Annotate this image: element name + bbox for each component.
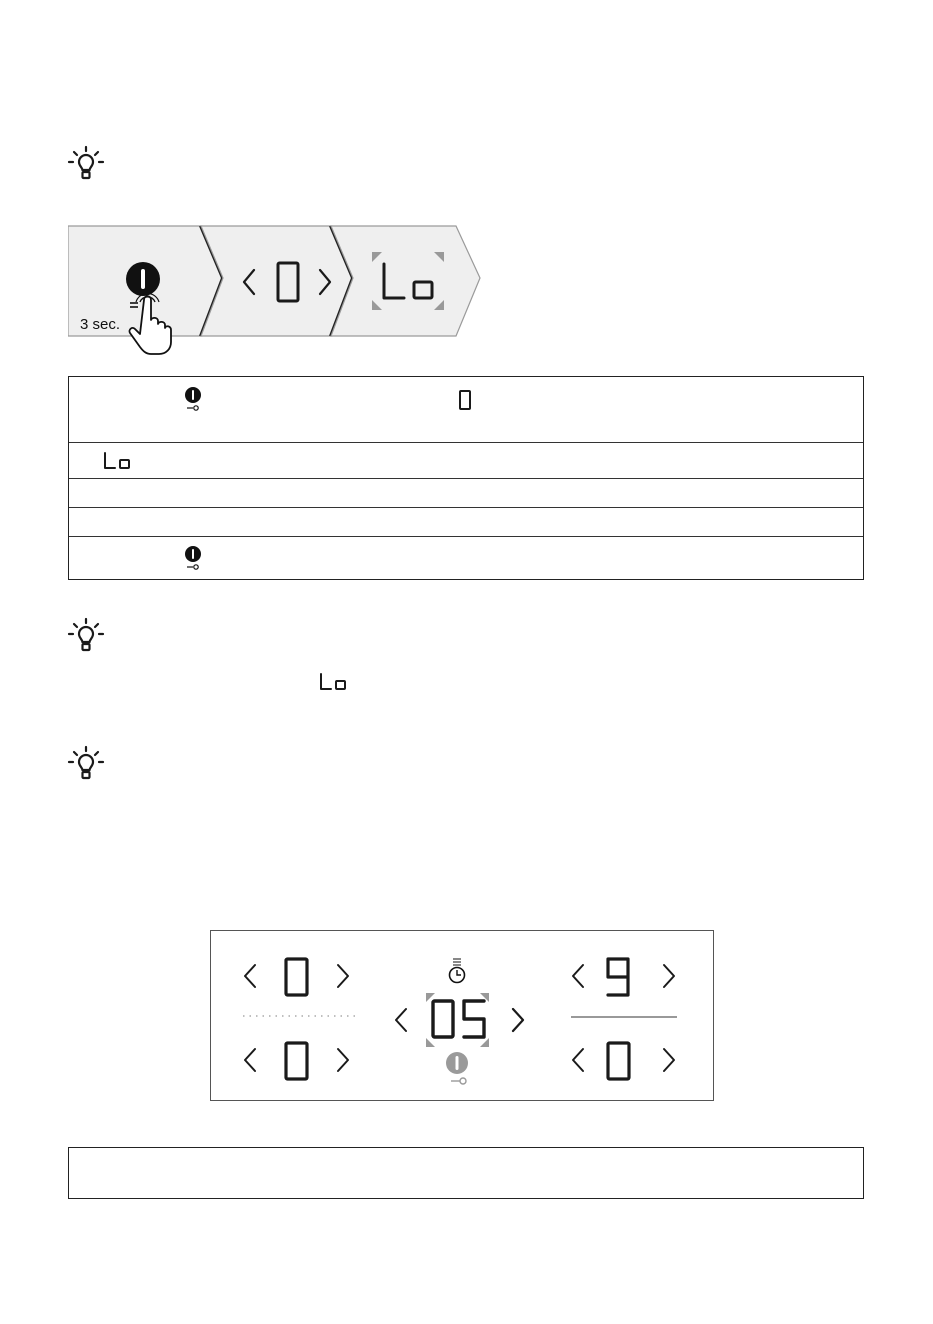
power-lock-icon bbox=[446, 1052, 468, 1084]
arrow-right-icon bbox=[338, 1049, 348, 1071]
arrow-right-icon bbox=[338, 965, 348, 987]
table-row bbox=[69, 478, 863, 508]
left-bottom-zone bbox=[245, 1043, 348, 1079]
table-row bbox=[69, 377, 863, 443]
digit-zero bbox=[278, 263, 298, 301]
lo-symbol-inline bbox=[316, 670, 350, 694]
control-panel-illustration bbox=[210, 930, 714, 1101]
right-bottom-zone bbox=[573, 1043, 674, 1079]
table-row bbox=[69, 507, 863, 537]
right-top-zone bbox=[573, 959, 674, 995]
timer-icon bbox=[450, 959, 465, 983]
pointing-hand-icon bbox=[122, 292, 178, 356]
arrow-right-icon bbox=[664, 965, 674, 987]
lo-symbol bbox=[101, 450, 133, 472]
table-row bbox=[69, 442, 863, 479]
arrow-left-icon bbox=[573, 1049, 583, 1071]
lightbulb-tip-icon bbox=[66, 744, 106, 784]
step2-display bbox=[238, 258, 338, 308]
info-table bbox=[68, 376, 864, 580]
arrow-right-icon bbox=[513, 1009, 523, 1031]
lightbulb-tip-icon bbox=[66, 616, 106, 656]
arrow-left-icon bbox=[244, 270, 254, 294]
arrow-left-icon bbox=[396, 1009, 406, 1031]
note-box bbox=[68, 1147, 864, 1199]
arrow-left-icon bbox=[245, 1049, 255, 1071]
power-lock-icon bbox=[181, 384, 205, 414]
step3-display-lo bbox=[370, 250, 446, 312]
digit-zero-symbol bbox=[457, 387, 473, 415]
left-top-zone bbox=[245, 959, 348, 995]
lightbulb-tip-icon bbox=[66, 144, 106, 184]
press-duration-label: 3 sec. bbox=[80, 316, 121, 333]
table-row bbox=[69, 536, 863, 579]
power-lock-icon bbox=[181, 543, 205, 573]
arrow-left-icon bbox=[245, 965, 255, 987]
arrow-right-icon bbox=[664, 1049, 674, 1071]
arrow-right-icon bbox=[320, 270, 330, 294]
arrow-left-icon bbox=[573, 965, 583, 987]
